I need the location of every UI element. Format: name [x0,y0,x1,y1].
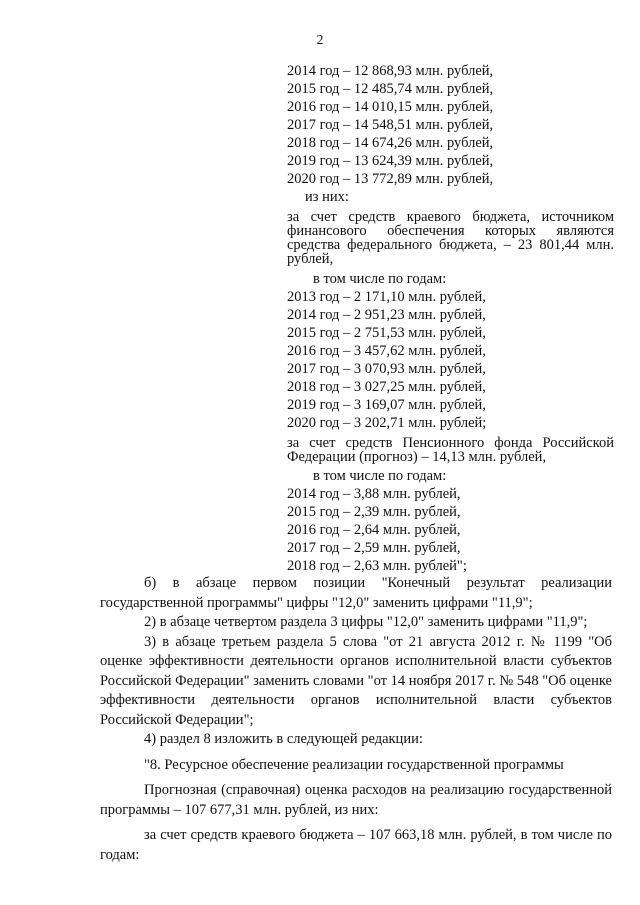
funding-by-year-column [287,62,614,575]
year-line: 2015 год – 12 485,74 млн. рублей, [287,81,494,97]
paragraph-2: 2) в абзаце четвертом раздела 3 цифры "12,0" заменить цифрами "11,9"; [144,614,588,630]
by-years-label: в том числе по годам: [313,271,447,287]
iz-nih-label: из них: [305,189,349,205]
year-line: 2017 год – 14 548,51 млн. рублей, [287,117,494,133]
year-line: 2016 год – 3 457,62 млн. рублей, [287,343,486,359]
year-line: 2018 год – 2,63 млн. рублей"; [287,558,467,574]
year-line: 2017 год – 2,59 млн. рублей, [287,540,461,556]
year-line: 2018 год – 3 027,25 млн. рублей, [287,379,486,395]
year-line: 2013 год – 2 171,10 млн. рублей, [287,289,486,305]
by-years-label: в том числе по годам: [313,468,447,484]
year-line: 2015 год – 2,39 млн. рублей, [287,504,461,520]
year-line: 2014 год – 12 868,93 млн. рублей, [287,63,494,79]
year-line: 2020 год – 13 772,89 млн. рублей, [287,171,494,187]
year-line: 2019 год – 3 169,07 млн. рублей, [287,397,486,413]
year-line: 2019 год – 13 624,39 млн. рублей, [287,153,494,169]
regional-budget-total-paragraph: за счет средств краевого бюджета – 107 663,18 млн. рублей, в том числе по годам: [100,827,612,863]
page-number: 2 [316,33,324,48]
regional-budget-federal-source: за счет средств краевого бюджета, источником финансового обеспечения которых являются средства федерального бюджета, – 23 801,44 млн. рублей, [287,209,614,267]
year-line: 2020 год – 3 202,71 млн. рублей; [287,415,487,431]
year-line: 2014 год – 2 951,23 млн. рублей, [287,307,486,323]
paragraph-3: 3) в абзаце третьем раздела 5 слова "от 21 августа 2012 г. № 1199 "Об оценке эффективности деятельности органов исполнительной власти субъектов Российской Федерации" заменить словами "от 14 ноября 2017 г. № 548 "Об оценке эффективности деятельности органов исполнительной власти субъектов Российской Федерации"; [100,633,612,728]
year-line: 2015 год – 2 751,53 млн. рублей, [287,325,486,341]
forecast-paragraph: Прогнозная (справочная) оценка расходов на реализацию государственной программы – 107 677,31 млн. рублей, из них: [100,782,612,818]
paragraph-4: 4) раздел 8 изложить в следующей редакции: [144,731,423,747]
year-line: 2017 год – 3 070,93 млн. рублей, [287,361,486,377]
section-8-heading: "8. Ресурсное обеспечение реализации государственной программы [144,756,564,773]
paragraph-b: б) в абзаце первом позиции "Конечный результат реализации государственной программы" цифры "12,0" заменить цифрами "11,9"; [100,575,612,611]
amendments-text [100,574,612,865]
pension-fund-line: за счет средств Пенсионного фонда Российской Федерации (прогноз) – 14,13 млн. рублей, [287,435,614,465]
year-line: 2016 год – 14 010,15 млн. рублей, [287,99,494,115]
year-line: 2014 год – 3,88 млн. рублей, [287,486,461,502]
year-line: 2018 год – 14 674,26 млн. рублей, [287,135,494,151]
year-line: 2016 год – 2,64 млн. рублей, [287,522,461,538]
